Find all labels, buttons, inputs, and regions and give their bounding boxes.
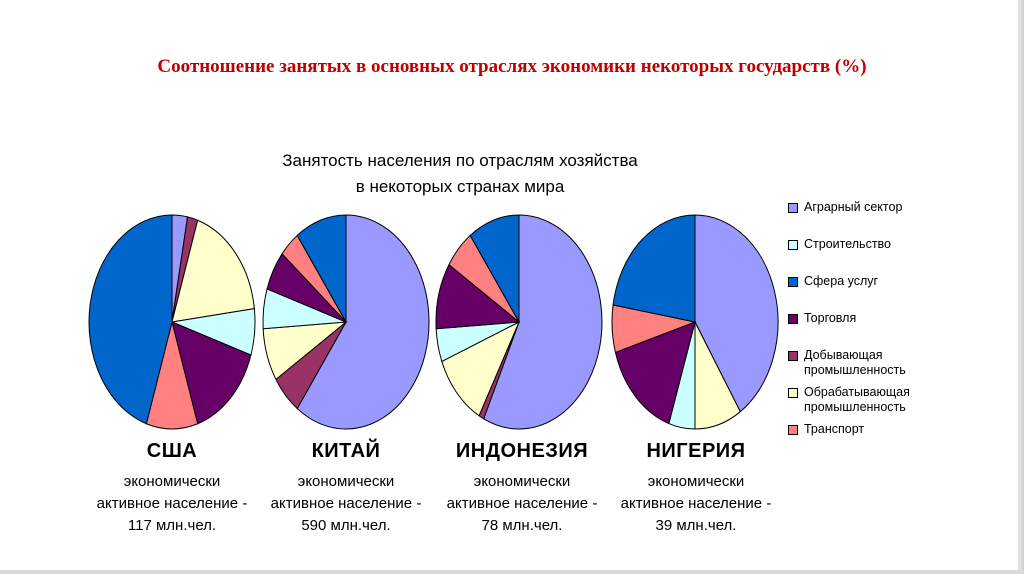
legend-item-services (788, 274, 910, 311)
country-name: НИГЕРИЯ (646, 440, 746, 462)
legend-label: Сфера услуг (804, 274, 879, 288)
legend-item-transport (788, 422, 910, 459)
pie-2 (436, 215, 602, 429)
legend-swatch (788, 203, 798, 213)
legend (788, 200, 910, 459)
legend-item-construction (788, 237, 910, 274)
chart-title-line-2: в некоторых странах мира (355, 177, 565, 196)
legend-swatch (788, 388, 798, 398)
legend-swatch (788, 240, 798, 250)
legend-swatch (788, 425, 798, 435)
country-name: КИТАЙ (311, 440, 381, 462)
pie-slice-services (613, 215, 695, 322)
pie-0 (89, 215, 255, 429)
country-population: экономически активное население - 39 млн.чел. (620, 473, 772, 534)
legend-label: Торговля (804, 311, 857, 325)
legend-swatch (788, 314, 798, 324)
legend-item-manufacturing (788, 385, 910, 422)
country-label-china (256, 440, 436, 537)
legend-swatch (788, 277, 798, 287)
country-population: экономически активное население - 78 млн.чел. (446, 473, 598, 534)
legend-label: Транспорт (804, 422, 865, 436)
slide-frame-right (1018, 0, 1024, 574)
pie-1 (263, 215, 429, 429)
legend-item-mining (788, 348, 910, 385)
country-label-usa (82, 440, 262, 537)
legend-label: Обрабатывающая промышленность (804, 385, 910, 414)
country-population: экономически активное население - 590 млн.чел. (270, 473, 422, 534)
pie-3 (612, 215, 778, 429)
country-name: ИНДОНЕЗИЯ (455, 440, 589, 462)
legend-item-trade (788, 311, 910, 348)
country-name: США (146, 440, 198, 462)
legend-item-agrarian (788, 200, 910, 237)
country-label-indonesia (432, 440, 612, 537)
legend-swatch (788, 351, 798, 361)
chart-title-line-1: Занятость населения по отраслям хозяйства (282, 151, 638, 170)
country-population: экономически активное население - 117 млн.чел. (96, 473, 248, 534)
legend-label: Добывающая промышленность (804, 348, 906, 377)
legend-label: Аграрный сектор (804, 200, 903, 214)
slide-title: Соотношение занятых в основных отраслях экономики некоторых государств (%) (157, 56, 867, 77)
slide-frame-bottom (0, 570, 1024, 574)
legend-label: Строительство (804, 237, 891, 251)
country-label-nigeria (606, 440, 786, 537)
